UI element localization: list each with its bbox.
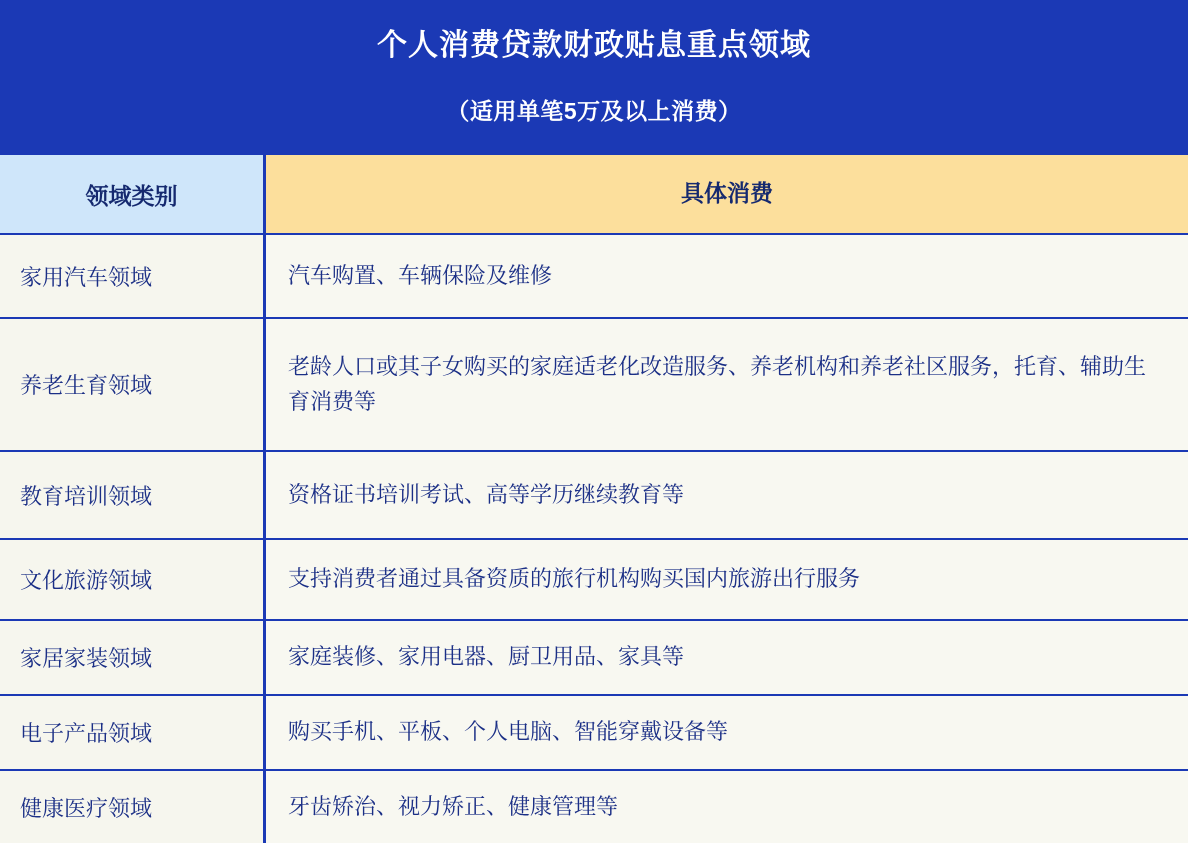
column-header-detail: 具体消费 — [266, 155, 1188, 233]
row-category: 家用汽车领域 — [0, 235, 266, 317]
row-category: 养老生育领域 — [0, 319, 266, 450]
table-row — [0, 235, 1188, 319]
table-row — [0, 319, 1188, 452]
table-row — [0, 696, 1188, 771]
table-header-row — [0, 155, 1188, 235]
row-detail: 资格证书培训考试、高等学历继续教育等 — [266, 452, 1188, 538]
policy-table — [0, 152, 1188, 843]
table-row — [0, 771, 1188, 843]
row-detail: 老龄人口或其子女购买的家庭适老化改造服务、养老机构和养老社区服务，托育、辅助生育消费等 — [266, 319, 1188, 450]
row-category: 教育培训领域 — [0, 452, 266, 538]
header-banner — [0, 0, 1188, 152]
row-detail: 牙齿矫治、视力矫正、健康管理等 — [266, 771, 1188, 843]
table-row — [0, 540, 1188, 621]
page-title: 个人消费贷款财政贴息重点领域 — [377, 29, 811, 62]
page-subtitle: （适用单笔5万及以上消费） — [446, 98, 742, 124]
row-category: 健康医疗领域 — [0, 771, 266, 843]
table-row — [0, 621, 1188, 696]
table-row — [0, 452, 1188, 540]
row-detail: 支持消费者通过具备资质的旅行机构购买国内旅游出行服务 — [266, 540, 1188, 619]
row-detail: 购买手机、平板、个人电脑、智能穿戴设备等 — [266, 696, 1188, 769]
row-category: 文化旅游领域 — [0, 540, 266, 619]
row-detail: 汽车购置、车辆保险及维修 — [266, 235, 1188, 317]
column-header-category: 领域类别 — [0, 155, 266, 233]
row-detail: 家庭装修、家用电器、厨卫用品、家具等 — [266, 621, 1188, 694]
row-category: 电子产品领域 — [0, 696, 266, 769]
row-category: 家居家装领域 — [0, 621, 266, 694]
